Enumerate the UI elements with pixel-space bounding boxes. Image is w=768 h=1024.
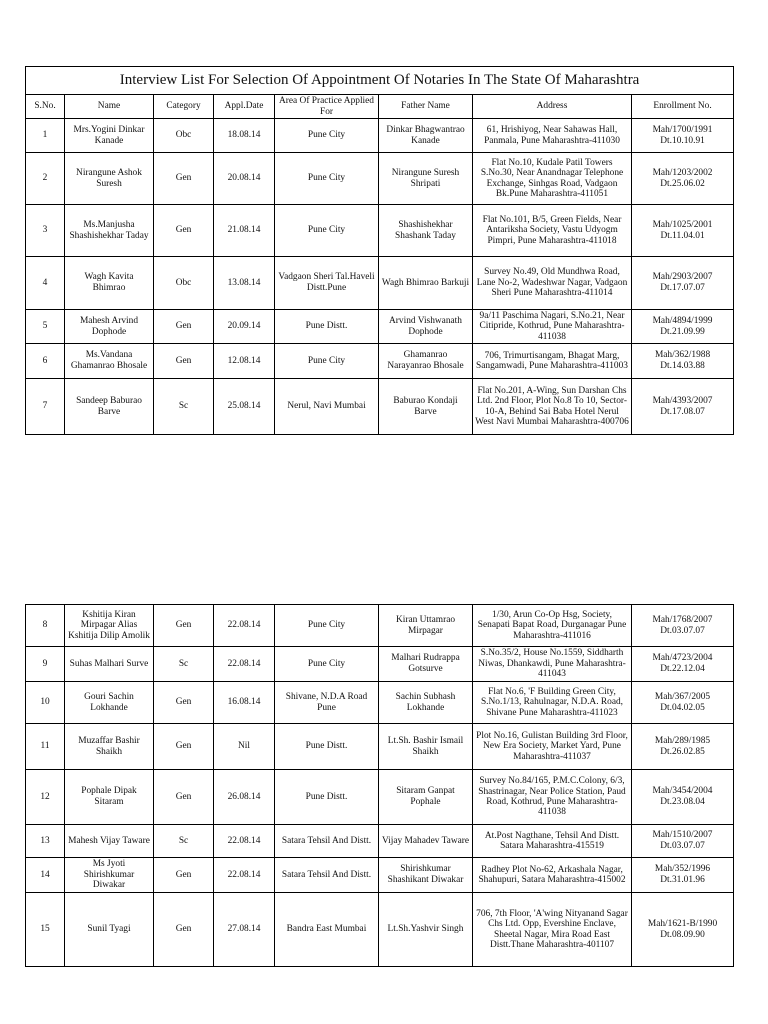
cell-father-name: Lt.Sh.Yashvir Singh bbox=[379, 893, 473, 967]
cell-address: Survey No.49, Old Mundhwa Road, Lane No-2, Wadeshwar Nagar, Vadgaon Sheri Pune Maharashtra-411014 bbox=[473, 257, 632, 310]
cell-name: Gouri Sachin Lokhande bbox=[65, 682, 154, 724]
cell-sno: 2 bbox=[26, 153, 65, 205]
cell-area: Shivane, N.D.A Road Pune bbox=[275, 682, 379, 724]
cell-name: Ms Jyoti Shirishkumar Diwakar bbox=[65, 858, 154, 893]
cell-address: At.Post Nagthane, Tehsil And Distt. Satara Maharashtra-415519 bbox=[473, 825, 632, 858]
cell-category: Gen bbox=[154, 858, 214, 893]
cell-father-name: Dinkar Bhagwantrao Kanade bbox=[379, 119, 473, 153]
document-title: Interview List For Selection Of Appointment Of Notaries In The State Of Maharashtra bbox=[26, 67, 734, 95]
cell-area: Pune City bbox=[275, 153, 379, 205]
cell-enrollment-no: Mah/1768/2007 Dt.03.07.07 bbox=[632, 605, 734, 647]
cell-name: Mahesh Vijay Taware bbox=[65, 825, 154, 858]
cell-father-name: Nirangune Suresh Shripati bbox=[379, 153, 473, 205]
cell-category: Gen bbox=[154, 344, 214, 379]
cell-area: Pune Distt. bbox=[275, 724, 379, 770]
cell-address: Flat No.101, B/5, Green Fields, Near Antariksha Society, Vastu Udyogm Pimpri, Pune Maharashtra-411018 bbox=[473, 205, 632, 257]
cell-area: Vadgaon Sheri Tal.Haveli Distt.Pune bbox=[275, 257, 379, 310]
cell-sno: 13 bbox=[26, 825, 65, 858]
cell-category: Gen bbox=[154, 205, 214, 257]
cell-name: Sunil Tyagi bbox=[65, 893, 154, 967]
cell-father-name: Vijay Mahadev Taware bbox=[379, 825, 473, 858]
table-row bbox=[26, 724, 734, 770]
cell-enrollment-no: Mah/4894/1999 Dt.21.09.99 bbox=[632, 310, 734, 344]
header-father-name: Father Name bbox=[379, 95, 473, 119]
cell-appl-date: 22.08.14 bbox=[214, 605, 275, 647]
cell-address: Flat No.6, 'F Building Green City, S.No.1/13, Rahulnagar, N.D.A. Road, Shivane Pune Maharashtra-411023 bbox=[473, 682, 632, 724]
table-row bbox=[26, 825, 734, 858]
cell-address: 706, 7th Floor, 'A'wing Nityanand Sagar Chs Ltd. Opp, Evershine Enclave, Sheetal Nagar, Mira Road East Distt.Thane Maharashtra-401107 bbox=[473, 893, 632, 967]
cell-appl-date: Nil bbox=[214, 724, 275, 770]
cell-enrollment-no: Mah/2903/2007 Dt.17.07.07 bbox=[632, 257, 734, 310]
table-row bbox=[26, 153, 734, 205]
table-row bbox=[26, 647, 734, 682]
cell-appl-date: 16.08.14 bbox=[214, 682, 275, 724]
cell-name: Mahesh Arvind Dophode bbox=[65, 310, 154, 344]
cell-appl-date: 21.08.14 bbox=[214, 205, 275, 257]
cell-sno: 12 bbox=[26, 770, 65, 825]
table-row bbox=[26, 205, 734, 257]
cell-address: 61, Hrishiyog, Near Sahawas Hall, Panmala, Pune Maharashtra-411030 bbox=[473, 119, 632, 153]
cell-area: Pune City bbox=[275, 605, 379, 647]
cell-sno: 14 bbox=[26, 858, 65, 893]
table-row bbox=[26, 344, 734, 379]
cell-enrollment-no: Mah/1621-B/1990 Dt.08.09.90 bbox=[632, 893, 734, 967]
cell-name: Ms.Manjusha Shashishekhar Taday bbox=[65, 205, 154, 257]
header-category: Category bbox=[154, 95, 214, 119]
cell-address: 706, Trimurtisangam, Bhagat Marg, Sangamwadi, Pune Maharashtra-411003 bbox=[473, 344, 632, 379]
cell-category: Gen bbox=[154, 893, 214, 967]
cell-category: Gen bbox=[154, 724, 214, 770]
cell-name: Mrs.Yogini Dinkar Kanade bbox=[65, 119, 154, 153]
cell-father-name: Lt.Sh. Bashir Ismail Shaikh bbox=[379, 724, 473, 770]
cell-father-name: Sachin Subhash Lokhande bbox=[379, 682, 473, 724]
cell-enrollment-no: Mah/4723/2004 Dt.22.12.04 bbox=[632, 647, 734, 682]
table-row bbox=[26, 257, 734, 310]
cell-area: Pune City bbox=[275, 119, 379, 153]
cell-sno: 1 bbox=[26, 119, 65, 153]
cell-father-name: Arvind Vishwanath Dophode bbox=[379, 310, 473, 344]
cell-sno: 9 bbox=[26, 647, 65, 682]
cell-category: Gen bbox=[154, 310, 214, 344]
header-sno: S.No. bbox=[26, 95, 65, 119]
cell-address: Flat No.10, Kudale Patil Towers S.No.30, Near Anandnagar Telephone Exchange, Sinhgas Road, Vadgaon Bk.Pune Maharashtra-411051 bbox=[473, 153, 632, 205]
cell-category: Gen bbox=[154, 682, 214, 724]
header-address: Address bbox=[473, 95, 632, 119]
cell-sno: 6 bbox=[26, 344, 65, 379]
cell-area: Pune Distt. bbox=[275, 770, 379, 825]
cell-area: Pune City bbox=[275, 344, 379, 379]
cell-enrollment-no: Mah/1025/2001 Dt.11.04.01 bbox=[632, 205, 734, 257]
notary-list-page-2 bbox=[25, 604, 733, 967]
cell-sno: 5 bbox=[26, 310, 65, 344]
cell-appl-date: 22.08.14 bbox=[214, 647, 275, 682]
table-row bbox=[26, 379, 734, 435]
cell-sno: 3 bbox=[26, 205, 65, 257]
cell-appl-date: 22.08.14 bbox=[214, 858, 275, 893]
cell-father-name: Baburao Kondaji Barve bbox=[379, 379, 473, 435]
cell-sno: 11 bbox=[26, 724, 65, 770]
cell-address: Radhey Plot No-62, Arkashala Nagar, Shahupuri, Satara Maharashtra-415002 bbox=[473, 858, 632, 893]
cell-sno: 4 bbox=[26, 257, 65, 310]
cell-sno: 10 bbox=[26, 682, 65, 724]
cell-address: Plot No.16, Gulistan Building 3rd Floor, New Era Society, Market Yard, Pune Maharashtra-411037 bbox=[473, 724, 632, 770]
cell-name: Kshitija Kiran Mirpagar Alias Kshitija Dilip Amolik bbox=[65, 605, 154, 647]
cell-appl-date: 20.09.14 bbox=[214, 310, 275, 344]
cell-area: Pune Distt. bbox=[275, 310, 379, 344]
cell-father-name: Sitaram Ganpat Pophale bbox=[379, 770, 473, 825]
cell-name: Suhas Malhari Surve bbox=[65, 647, 154, 682]
cell-area: Pune City bbox=[275, 647, 379, 682]
cell-appl-date: 20.08.14 bbox=[214, 153, 275, 205]
cell-father-name: Malhari Rudrappa Gotsurve bbox=[379, 647, 473, 682]
cell-enrollment-no: Mah/4393/2007 Dt.17.08.07 bbox=[632, 379, 734, 435]
cell-area: Bandra East Mumbai bbox=[275, 893, 379, 967]
cell-father-name: Wagh Bhimrao Barkuji bbox=[379, 257, 473, 310]
cell-sno: 15 bbox=[26, 893, 65, 967]
table-row bbox=[26, 770, 734, 825]
notary-table-2 bbox=[25, 604, 734, 967]
cell-address: Survey No.84/165, P.M.C.Colony, 6/3, Shastrinagar, Near Police Station, Paud Road, Kothrud, Pune Maharashtra-411038 bbox=[473, 770, 632, 825]
table-row bbox=[26, 310, 734, 344]
cell-name: Nirangune Ashok Suresh bbox=[65, 153, 154, 205]
cell-category: Gen bbox=[154, 605, 214, 647]
table-row bbox=[26, 858, 734, 893]
cell-enrollment-no: Mah/1700/1991 Dt.10.10.91 bbox=[632, 119, 734, 153]
table-row bbox=[26, 893, 734, 967]
cell-appl-date: 26.08.14 bbox=[214, 770, 275, 825]
cell-area: Satara Tehsil And Distt. bbox=[275, 858, 379, 893]
cell-category: Obc bbox=[154, 119, 214, 153]
cell-address: 1/30, Arun Co-Op Hsg, Society, Senapati Bapat Road, Durganagar Pune Maharashtra-411016 bbox=[473, 605, 632, 647]
cell-appl-date: 22.08.14 bbox=[214, 825, 275, 858]
cell-father-name: Ghamanrao Narayanrao Bhosale bbox=[379, 344, 473, 379]
header-appl-date: Appl.Date bbox=[214, 95, 275, 119]
cell-enrollment-no: Mah/352/1996 Dt.31.01.96 bbox=[632, 858, 734, 893]
cell-sno: 8 bbox=[26, 605, 65, 647]
cell-enrollment-no: Mah/3454/2004 Dt.23.08.04 bbox=[632, 770, 734, 825]
cell-name: Muzaffar Bashir Shaikh bbox=[65, 724, 154, 770]
cell-category: Gen bbox=[154, 770, 214, 825]
notary-list-page-1 bbox=[25, 66, 733, 435]
cell-appl-date: 12.08.14 bbox=[214, 344, 275, 379]
table-row bbox=[26, 682, 734, 724]
cell-enrollment-no: Mah/1510/2007 Dt.03.07.07 bbox=[632, 825, 734, 858]
cell-category: Sc bbox=[154, 379, 214, 435]
cell-sno: 7 bbox=[26, 379, 65, 435]
cell-name: Pophale Dipak Sitaram bbox=[65, 770, 154, 825]
header-enrollment-no: Enrollment No. bbox=[632, 95, 734, 119]
cell-enrollment-no: Mah/362/1988 Dt.14.03.88 bbox=[632, 344, 734, 379]
table-row bbox=[26, 605, 734, 647]
cell-address: S.No.35/2, House No.1559, Siddharth Niwas, Dhankawdi, Pune Maharashtra-411043 bbox=[473, 647, 632, 682]
notary-table-1 bbox=[25, 66, 734, 435]
cell-address: Flat No.201, A-Wing, Sun Darshan Chs Ltd. 2nd Floor, Plot No.8 To 10, Sector-10-A, Behind Sai Baba Hotel Nerul West Navi Mumbai Maharashtra-400706 bbox=[473, 379, 632, 435]
cell-name: Wagh Kavita Bhimrao bbox=[65, 257, 154, 310]
table-row bbox=[26, 119, 734, 153]
cell-category: Gen bbox=[154, 153, 214, 205]
cell-enrollment-no: Mah/1203/2002 Dt.25.06.02 bbox=[632, 153, 734, 205]
cell-enrollment-no: Mah/289/1985 Dt.26.02.85 bbox=[632, 724, 734, 770]
cell-name: Ms.Vandana Ghamanrao Bhosale bbox=[65, 344, 154, 379]
cell-enrollment-no: Mah/367/2005 Dt.04.02.05 bbox=[632, 682, 734, 724]
cell-category: Sc bbox=[154, 825, 214, 858]
cell-area: Pune City bbox=[275, 205, 379, 257]
cell-category: Obc bbox=[154, 257, 214, 310]
cell-appl-date: 25.08.14 bbox=[214, 379, 275, 435]
cell-appl-date: 13.08.14 bbox=[214, 257, 275, 310]
cell-name: Sandeep Baburao Barve bbox=[65, 379, 154, 435]
cell-address: 9a/11 Paschima Nagari, S.No.21, Near Citipride, Kothrud, Pune Maharashtra-411038 bbox=[473, 310, 632, 344]
cell-area: Satara Tehsil And Distt. bbox=[275, 825, 379, 858]
cell-appl-date: 18.08.14 bbox=[214, 119, 275, 153]
cell-father-name: Shashishekhar Shashank Taday bbox=[379, 205, 473, 257]
cell-category: Sc bbox=[154, 647, 214, 682]
cell-area: Nerul, Navi Mumbai bbox=[275, 379, 379, 435]
header-area: Area Of Practice Applied For bbox=[275, 95, 379, 119]
cell-father-name: Shirishkumar Shashikant Diwakar bbox=[379, 858, 473, 893]
cell-appl-date: 27.08.14 bbox=[214, 893, 275, 967]
cell-father-name: Kiran Uttamrao Mirpagar bbox=[379, 605, 473, 647]
header-name: Name bbox=[65, 95, 154, 119]
